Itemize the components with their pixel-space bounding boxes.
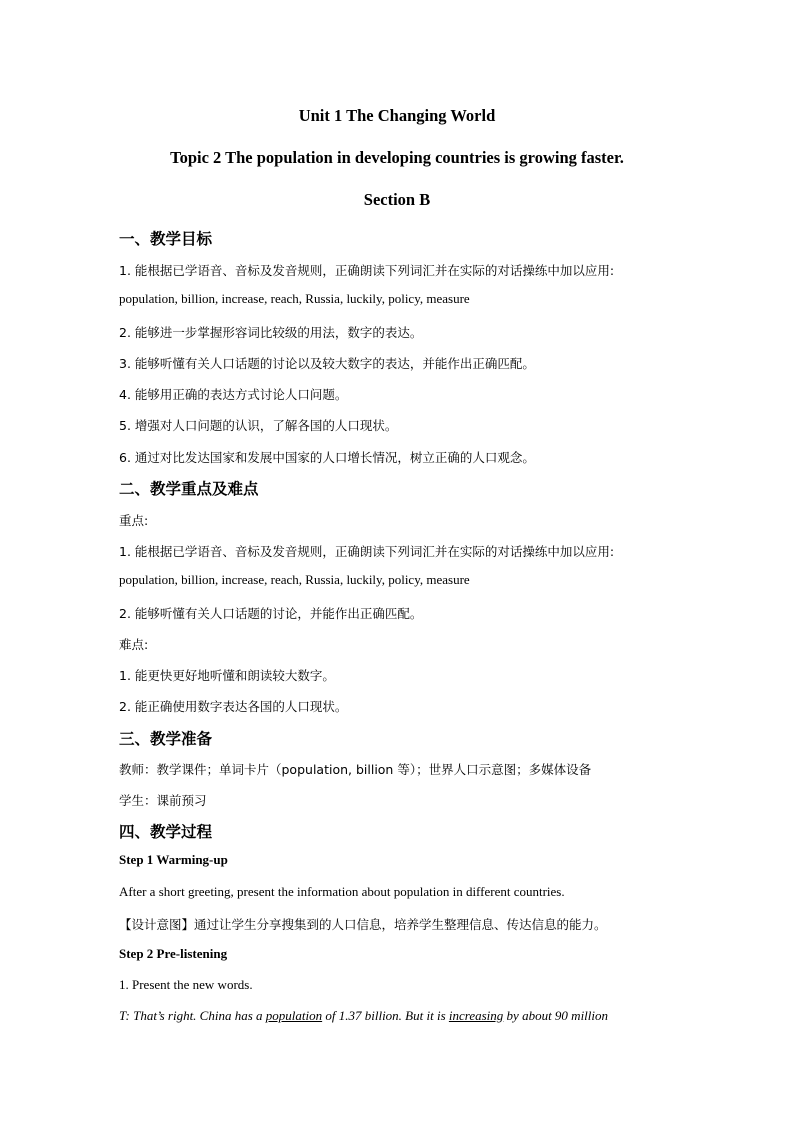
objective-item: 5. 增强对人口问题的认识，了解各国的人口现状。 [119, 418, 398, 433]
dialog-text: by about 90 million [503, 1008, 609, 1023]
section-heading-preparation: 三、教学准备 [119, 730, 213, 748]
dialog-text: of 1.37 billion. But it is [322, 1008, 449, 1023]
design-intent: 【设计意图】通过让学生分享搜集到的人口信息，培养学生整理信息、传达信息的能力。 [119, 917, 607, 932]
section-heading-process: 四、教学过程 [119, 823, 213, 841]
objective-item: 3. 能够听懂有关人口话题的讨论以及较大数字的表达，并能作出正确匹配。 [119, 356, 535, 371]
dialog-line [119, 1008, 608, 1024]
unit-title: Unit 1 The Changing World [298, 106, 496, 125]
step2-item: 1. Present the new words. [119, 977, 253, 992]
objective-item: 4. 能够用正确的表达方式讨论人口问题。 [119, 387, 348, 402]
step2-title: Step 2 Pre-listening [119, 946, 228, 961]
section-title: Section B [363, 190, 431, 209]
objective-item: 6. 通过对比发达国家和发展中国家的人口增长情况，树立正确的人口观念。 [119, 450, 535, 465]
key-point-item: 2. 能够听懂有关人口话题的讨论，并能作出正确匹配。 [119, 606, 423, 621]
section-heading-key-points: 二、教学重点及难点 [119, 480, 259, 498]
teacher-preparation: 教师：教学课件；单词卡片（population, billion 等）；世界人口示意图；多媒体设备 [119, 762, 592, 777]
difficult-points-label: 难点: [119, 637, 149, 652]
key-point-item: 1. 能根据已学语音、音标及发音规则，正确朗读下列词汇并在实际的对话操练中加以应用: [119, 544, 615, 559]
underlined-word: increasing [448, 1008, 504, 1023]
section-heading-objectives: 一、教学目标 [119, 230, 213, 248]
objective-item: 1. 能根据已学语音、音标及发音规则，正确朗读下列词汇并在实际的对话操练中加以应用: [119, 263, 615, 278]
step1-text: After a short greeting, present the information about population in different countries. [119, 884, 565, 899]
student-preparation: 学生：课前预习 [119, 793, 207, 808]
topic-title: Topic 2 The population in developing countries is growing faster. [170, 148, 624, 167]
vocabulary-list: population, billion, increase, reach, Russia, luckily, policy, measure [119, 572, 470, 587]
difficult-point-item: 1. 能更快更好地听懂和朗读较大数字。 [119, 668, 335, 683]
key-points-label: 重点: [119, 513, 149, 528]
vocabulary-list: population, billion, increase, reach, Russia, luckily, policy, measure [119, 291, 470, 306]
difficult-point-item: 2. 能正确使用数字表达各国的人口现状。 [119, 699, 348, 714]
dialog-text: T: That’s right. China has a [119, 1008, 266, 1023]
step1-title: Step 1 Warming-up [119, 852, 228, 867]
objective-item: 2. 能够进一步掌握形容词比较级的用法，数字的表达。 [119, 325, 423, 340]
underlined-word: population [265, 1008, 323, 1023]
